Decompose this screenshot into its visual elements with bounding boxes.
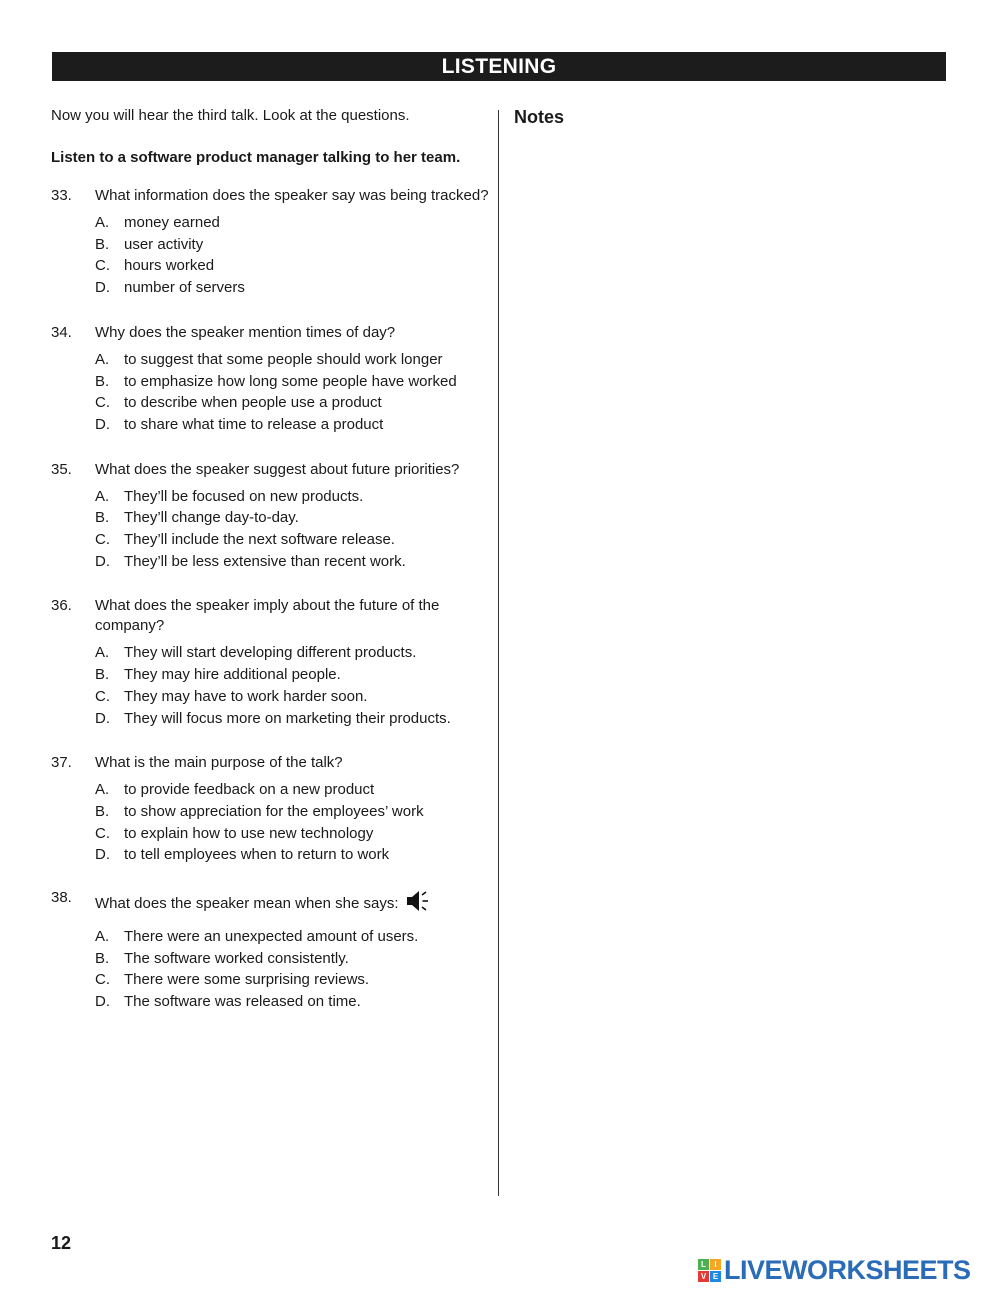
intro-text: Now you will hear the third talk. Look at the questions. (51, 107, 410, 124)
option-b[interactable]: B. They may hire additional people. (95, 666, 341, 684)
option-list (95, 926, 491, 1013)
option-b[interactable]: B. to show appreciation for the employees’ work (95, 802, 424, 820)
column-divider (498, 110, 499, 1196)
logo-block-i: I (710, 1259, 721, 1270)
question-36 (51, 596, 491, 729)
question-text: What information does the speaker say was being tracked? (95, 187, 489, 204)
option-b[interactable]: B. The software worked consistently. (95, 949, 349, 967)
logo-text: LIVEWORKSHEETS (724, 1254, 971, 1285)
option-b[interactable]: B. They’ll change day-to-day. (95, 509, 299, 527)
option-a[interactable]: A. They’ll be focused on new products. (95, 487, 364, 505)
option-list (95, 642, 491, 729)
option-d[interactable]: D. number of servers (95, 279, 245, 297)
question-number: 38. (51, 889, 72, 907)
liveworksheets-logo (698, 1255, 971, 1285)
option-b[interactable]: B. to emphasize how long some people have worked (95, 372, 457, 390)
section-header: LISTENING (52, 52, 946, 81)
question-37 (51, 753, 491, 866)
option-c[interactable]: C. hours worked (95, 257, 215, 275)
option-a[interactable]: A. to provide feedback on a new product (95, 781, 375, 799)
option-d[interactable]: D. to share what time to release a product (95, 415, 384, 433)
question-number: 37. (51, 754, 72, 772)
notes-heading: Notes (514, 107, 565, 127)
option-list (95, 349, 491, 436)
option-list (95, 212, 491, 299)
option-c[interactable]: C. There were some surprising reviews. (95, 971, 370, 989)
option-b[interactable]: B. user activity (95, 235, 204, 253)
option-d[interactable]: D. They will focus more on marketing their products. (95, 709, 451, 727)
question-text: What does the speaker imply about the future of the company? (95, 597, 440, 635)
logo-block-e: E (710, 1271, 721, 1282)
option-d[interactable]: D. to tell employees when to return to work (95, 846, 390, 864)
option-c[interactable]: C. They’ll include the next software release. (95, 531, 395, 549)
question-38 (51, 888, 491, 1013)
option-d[interactable]: D. The software was released on time. (95, 993, 361, 1011)
logo-blocks-icon (698, 1259, 721, 1282)
logo-block-l: L (698, 1259, 709, 1270)
option-a[interactable]: A. They will start developing different products. (95, 644, 417, 662)
question-text: What does the speaker mean when she says: (95, 888, 491, 920)
page-number: 12 (51, 1233, 72, 1253)
question-number: 33. (51, 187, 72, 204)
instruction-text: Listen to a software product manager talking to her team. (51, 149, 461, 166)
option-a[interactable]: A. to suggest that some people should work longer (95, 350, 443, 368)
question-text: Why does the speaker mention times of day? (95, 323, 396, 341)
question-35 (51, 460, 491, 573)
logo-block-v: V (698, 1271, 709, 1282)
option-a[interactable]: A. There were an unexpected amount of users. (95, 928, 419, 946)
question-number: 34. (51, 323, 72, 341)
question-number: 35. (51, 460, 72, 478)
speaker-icon[interactable] (406, 888, 430, 920)
question-34 (51, 323, 491, 436)
option-c[interactable]: C. They may have to work harder soon. (95, 687, 368, 705)
question-number: 36. (51, 597, 72, 615)
option-c[interactable]: C. to describe when people use a product (95, 394, 382, 412)
option-c[interactable]: C. to explain how to use new technology (95, 824, 374, 842)
option-list (95, 486, 491, 573)
questions-column (51, 106, 491, 1013)
option-list (95, 779, 491, 866)
question-text: What does the speaker suggest about future priorities? (95, 460, 460, 478)
option-d[interactable]: D. They’ll be less extensive than recent work. (95, 552, 406, 570)
question-text: What is the main purpose of the talk? (95, 754, 343, 772)
option-a[interactable]: A. money earned (95, 214, 220, 231)
question-33 (51, 186, 491, 299)
